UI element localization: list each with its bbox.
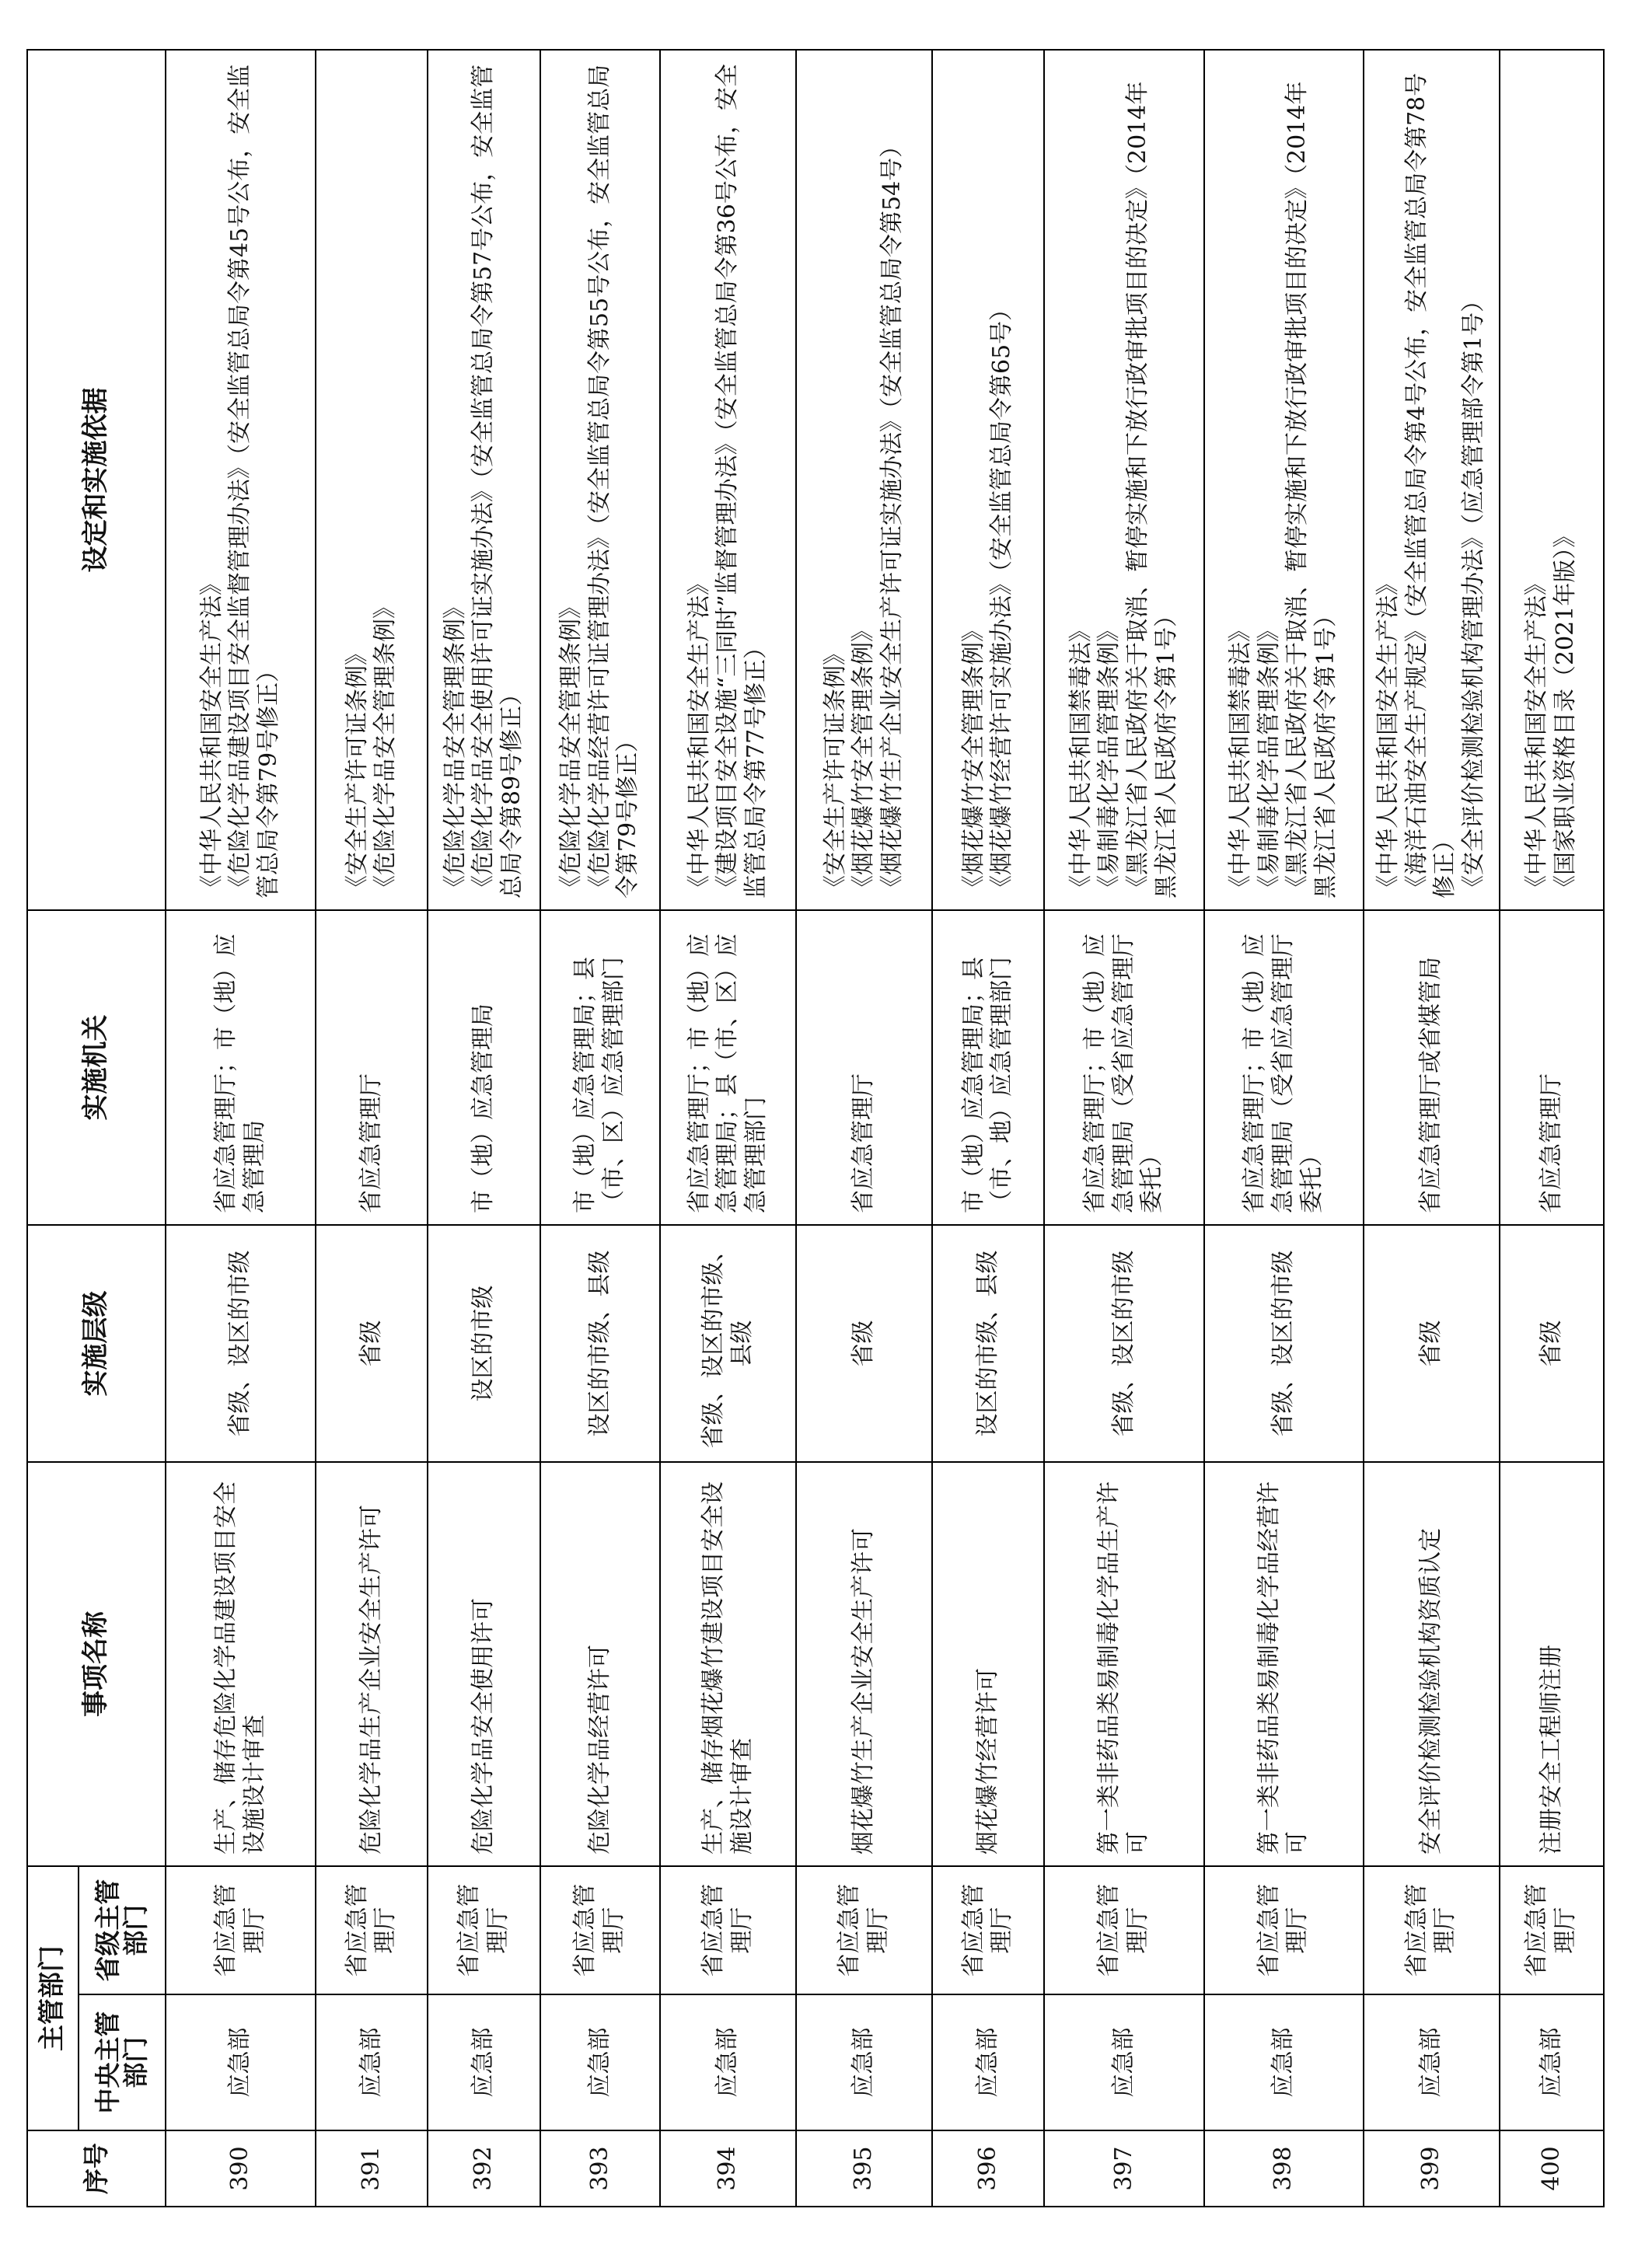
cell-seq: 395 bbox=[796, 2130, 932, 2207]
header-level: 实施层级 bbox=[27, 1225, 166, 1462]
cell-basis bbox=[1500, 50, 1604, 910]
basis-line: 《中华人民共和国安全生产法》 bbox=[1523, 572, 1551, 898]
table-row bbox=[1044, 50, 1203, 2207]
cell-item-name: 烟花爆竹生产企业安全生产许可 bbox=[796, 1462, 932, 1866]
cell-provincial-dept: 省应急管理厅 bbox=[1204, 1866, 1364, 1994]
cell-agency: 省应急管理厅 bbox=[1500, 910, 1604, 1225]
cell-central-dept: 应急部 bbox=[166, 1994, 316, 2130]
basis-line: 《烟花爆竹安全管理条例》 bbox=[959, 619, 987, 898]
cell-provincial-dept: 省应急管理厅 bbox=[1500, 1866, 1604, 1994]
basis-line: 《安全生产许可证条例》 bbox=[343, 642, 371, 898]
cell-agency: 市（地）应急管理局；县（市、地）应急管理部门 bbox=[932, 910, 1044, 1225]
basis-line: 《危险化学品安全管理条例》 bbox=[441, 595, 469, 898]
basis-line: 《中华人民共和国安全生产法》 bbox=[1374, 572, 1402, 898]
basis-line: 《中华人民共和国安全生产法》 bbox=[685, 572, 713, 898]
cell-central-dept: 应急部 bbox=[1364, 1994, 1500, 2130]
basis-line: 《中华人民共和国禁毒法》 bbox=[1227, 619, 1255, 898]
cell-basis bbox=[166, 50, 316, 910]
header-seq: 序号 bbox=[27, 2130, 166, 2207]
cell-item-name: 烟花爆竹经营许可 bbox=[932, 1462, 1044, 1866]
basis-line: 《国家职业资格目录（2021年版）》 bbox=[1551, 524, 1579, 898]
cell-seq: 394 bbox=[660, 2130, 796, 2207]
cell-central-dept: 应急部 bbox=[1500, 1994, 1604, 2130]
basis-line: 《危险化学品安全管理条例》 bbox=[372, 595, 400, 898]
cell-provincial-dept: 省应急管理厅 bbox=[166, 1866, 316, 1994]
cell-agency: 省应急管理厅；市（地）应急管理局；县（市、区）应急管理部门 bbox=[660, 910, 796, 1225]
cell-provincial-dept: 省应急管理厅 bbox=[1044, 1866, 1203, 1994]
administrative-items-table bbox=[26, 49, 1605, 2207]
table-row bbox=[428, 50, 540, 2207]
table-row bbox=[1500, 50, 1604, 2207]
cell-provincial-dept: 省应急管理厅 bbox=[932, 1866, 1044, 1994]
cell-provincial-dept: 省应急管理厅 bbox=[796, 1866, 932, 1994]
cell-central-dept: 应急部 bbox=[1044, 1994, 1203, 2130]
cell-central-dept: 应急部 bbox=[932, 1994, 1044, 2130]
basis-line: 《危险化学品经营许可证管理办法》（安全监管总局令第55号公布，安全监管总局令第79号修正） bbox=[585, 64, 642, 898]
cell-agency: 省应急管理厅；市（地）应急管理局 bbox=[166, 910, 316, 1225]
cell-item-name: 生产、储存烟花爆竹建设项目安全设施设计审查 bbox=[660, 1462, 796, 1866]
cell-seq: 396 bbox=[932, 2130, 1044, 2207]
cell-seq: 398 bbox=[1204, 2130, 1364, 2207]
basis-line: 《安全生产许可证条例》 bbox=[821, 642, 849, 898]
cell-agency: 市（地）应急管理局；县（市、区）应急管理部门 bbox=[540, 910, 661, 1225]
cell-level: 省级、设区的市级 bbox=[166, 1225, 316, 1462]
cell-level: 省级、设区的市级 bbox=[1204, 1225, 1364, 1462]
header-item-name: 事项名称 bbox=[27, 1462, 166, 1866]
basis-line: 《建设项目安全设施“三同时”监督管理办法》（安全监管总局令第36号公布，安全监管总局令第77号修正） bbox=[714, 64, 770, 898]
basis-line: 《中华人民共和国禁毒法》 bbox=[1067, 619, 1095, 898]
cell-central-dept: 应急部 bbox=[660, 1994, 796, 2130]
cell-central-dept: 应急部 bbox=[796, 1994, 932, 2130]
cell-agency: 省应急管理厅；市（地）应急管理局（受省应急管理厅委托） bbox=[1044, 910, 1203, 1225]
table-row bbox=[1204, 50, 1364, 2207]
cell-seq: 397 bbox=[1044, 2130, 1203, 2207]
basis-line: 《烟花爆竹安全管理条例》 bbox=[850, 619, 878, 898]
basis-line: 《危险化学品安全管理条例》 bbox=[557, 595, 585, 898]
basis-line: 《中华人民共和国安全生产法》 bbox=[197, 572, 225, 898]
cell-agency: 省应急管理厅 bbox=[796, 910, 932, 1225]
table-row bbox=[932, 50, 1044, 2207]
table-header bbox=[27, 50, 166, 2207]
cell-level: 省级 bbox=[796, 1225, 932, 1462]
cell-basis bbox=[796, 50, 932, 910]
table-body bbox=[166, 50, 1604, 2207]
basis-line: 《黑龙江省人民政府关于取消、暂停实施和下放行政审批项目的决定》（2014年黑龙江省人民政府令第1号） bbox=[1284, 81, 1339, 898]
cell-agency: 省应急管理厅；市（地）应急管理局（受省应急管理厅委托） bbox=[1204, 910, 1364, 1225]
cell-item-name: 危险化学品经营许可 bbox=[540, 1462, 661, 1866]
cell-basis bbox=[316, 50, 428, 910]
cell-agency: 省应急管理厅或省煤管局 bbox=[1364, 910, 1500, 1225]
table-row bbox=[1364, 50, 1500, 2207]
header-provincial-dept: 省级主管部门 bbox=[79, 1866, 166, 1994]
basis-line: 《危险化学品安全使用许可证实施办法》（安全监管总局令第57号公布，安全监管总局令第89号修正） bbox=[470, 64, 526, 898]
cell-basis bbox=[1364, 50, 1500, 910]
cell-level: 设区的市级、县级 bbox=[540, 1225, 661, 1462]
header-agency: 实施机关 bbox=[27, 910, 166, 1225]
basis-line: 《烟花爆竹经营许可实施办法》（安全监管总局令第65号） bbox=[988, 297, 1016, 898]
cell-basis bbox=[1204, 50, 1364, 910]
header-central-dept: 中央主管部门 bbox=[79, 1994, 166, 2130]
cell-level: 省级 bbox=[316, 1225, 428, 1462]
basis-line: 《危险化学品建设项目安全监督管理办法》（安全监管总局令第45号公布，安全监管总局令第79号修正） bbox=[226, 64, 282, 898]
cell-level: 设区的市级、县级 bbox=[932, 1225, 1044, 1462]
table-row bbox=[540, 50, 661, 2207]
cell-item-name: 注册安全工程师注册 bbox=[1500, 1462, 1604, 1866]
cell-level: 省级 bbox=[1500, 1225, 1604, 1462]
header-basis: 设定和实施依据 bbox=[27, 50, 166, 910]
table-row bbox=[660, 50, 796, 2207]
cell-item-name: 危险化学品生产企业安全生产许可 bbox=[316, 1462, 428, 1866]
cell-level: 省级、设区的市级、县级 bbox=[660, 1225, 796, 1462]
cell-basis bbox=[540, 50, 661, 910]
cell-central-dept: 应急部 bbox=[1204, 1994, 1364, 2130]
basis-line: 《黑龙江省人民政府关于取消、暂停实施和下放行政审批项目的决定》（2014年黑龙江省人民政府令第1号） bbox=[1123, 81, 1180, 898]
basis-line: 《烟花爆竹生产企业安全生产许可证实施办法》（安全监管总局令第54号） bbox=[878, 134, 906, 898]
basis-line: 《安全评价检测检验机构管理办法》（应急管理部令第1号） bbox=[1459, 288, 1487, 898]
basis-line: 《易制毒化学品管理条例》 bbox=[1095, 619, 1123, 898]
cell-seq: 392 bbox=[428, 2130, 540, 2207]
cell-seq: 391 bbox=[316, 2130, 428, 2207]
cell-basis bbox=[660, 50, 796, 910]
cell-level: 设区的市级 bbox=[428, 1225, 540, 1462]
basis-line: 《海洋石油安全生产规定》（安全监管总局令第4号公布，安全监管总局令第78号修正） bbox=[1402, 72, 1459, 898]
cell-item-name: 安全评价检测检验机构资质认定 bbox=[1364, 1462, 1500, 1866]
cell-central-dept: 应急部 bbox=[428, 1994, 540, 2130]
cell-basis bbox=[1044, 50, 1203, 910]
cell-provincial-dept: 省应急管理厅 bbox=[316, 1866, 428, 1994]
cell-item-name: 第一类非药品类易制毒化学品生产许可 bbox=[1044, 1462, 1203, 1866]
cell-level: 省级、设区的市级 bbox=[1044, 1225, 1203, 1462]
cell-seq: 390 bbox=[166, 2130, 316, 2207]
cell-seq: 400 bbox=[1500, 2130, 1604, 2207]
cell-item-name: 生产、储存危险化学品建设项目安全设施设计审查 bbox=[166, 1462, 316, 1866]
cell-seq: 393 bbox=[540, 2130, 661, 2207]
cell-central-dept: 应急部 bbox=[316, 1994, 428, 2130]
cell-seq: 399 bbox=[1364, 2130, 1500, 2207]
cell-provincial-dept: 省应急管理厅 bbox=[660, 1866, 796, 1994]
cell-basis bbox=[932, 50, 1044, 910]
table-row bbox=[796, 50, 932, 2207]
cell-basis bbox=[428, 50, 540, 910]
table-row bbox=[316, 50, 428, 2207]
table-row bbox=[166, 50, 316, 2207]
cell-provincial-dept: 省应急管理厅 bbox=[540, 1866, 661, 1994]
header-dept-group: 主管部门 bbox=[27, 1866, 79, 2130]
cell-agency: 市（地）应急管理局 bbox=[428, 910, 540, 1225]
basis-line: 《易制毒化学品管理条例》 bbox=[1255, 619, 1283, 898]
cell-item-name: 危险化学品安全使用许可 bbox=[428, 1462, 540, 1866]
cell-agency: 省应急管理厅 bbox=[316, 910, 428, 1225]
cell-provincial-dept: 省应急管理厅 bbox=[428, 1866, 540, 1994]
cell-level: 省级 bbox=[1364, 1225, 1500, 1462]
cell-central-dept: 应急部 bbox=[540, 1994, 661, 2130]
cell-item-name: 第一类非药品类易制毒化学品经营许可 bbox=[1204, 1462, 1364, 1866]
cell-provincial-dept: 省应急管理厅 bbox=[1364, 1866, 1500, 1994]
